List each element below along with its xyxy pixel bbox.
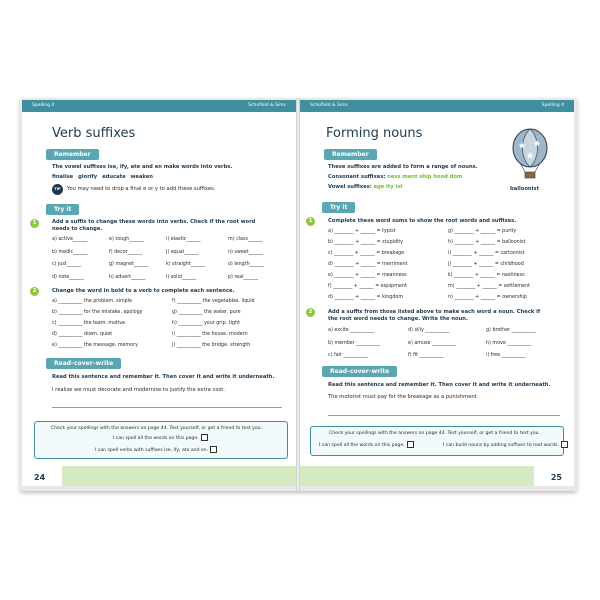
right-header-bar xyxy=(300,100,574,112)
remember-text: These suffixes are added to form a range of nouns. xyxy=(328,164,478,170)
writing-line[interactable] xyxy=(328,415,560,416)
word-sum[interactable]: b) ________ + ______ = stupidity xyxy=(328,240,404,245)
question-number: 1 xyxy=(30,219,39,228)
check-instruction: Check your spellings with the answers on page 44. Test yourself, or get a friend to test you. xyxy=(51,426,263,431)
word-sum[interactable]: e) ________ + ______ = meanness xyxy=(328,273,407,278)
example-word: finalise xyxy=(52,174,74,180)
answer-item[interactable]: k) straight______ xyxy=(166,262,206,267)
example-word: weaken xyxy=(130,174,153,180)
page-title: Forming nouns xyxy=(326,126,423,141)
answer-item[interactable]: g) magnet______ xyxy=(109,262,149,267)
remember-label: Remember xyxy=(46,149,99,160)
can-statement-text: I can spell all the words on this page. xyxy=(319,443,405,448)
consonant-suffixes xyxy=(328,174,462,181)
left-page xyxy=(22,100,296,486)
answer-item[interactable]: f) decor______ xyxy=(109,249,143,255)
word-sum[interactable]: k) ________ + ______ = nastiness xyxy=(448,273,525,278)
word-sum-items xyxy=(328,229,568,302)
answer-item[interactable]: j) __________ the bridge. strength xyxy=(172,343,251,348)
left-header-publisher: Schofield & Sims xyxy=(248,103,286,108)
word-sum[interactable]: m) ________ + ______ = settlement xyxy=(448,284,530,289)
answer-item[interactable]: f) __________ the vegetables. liquid xyxy=(172,299,255,304)
question-2-items xyxy=(328,328,568,360)
read-cover-write-label: Read–cover–write xyxy=(46,358,121,369)
answer-item[interactable]: p) real______ xyxy=(228,274,258,280)
can-statement xyxy=(113,434,208,442)
answer-item[interactable]: i) __________ the house. modern xyxy=(172,332,248,337)
question-1-instruction-cont: needs to change. xyxy=(52,226,103,232)
open-workbook xyxy=(20,98,577,491)
can-statement xyxy=(319,441,414,449)
answer-item[interactable]: j) equal______ xyxy=(166,249,199,255)
answer-item[interactable]: i) free __________ xyxy=(486,353,526,358)
word-sum[interactable]: a) ________ + ______ = typist xyxy=(328,229,396,234)
answer-item[interactable]: c) just______ xyxy=(52,262,82,267)
vowel-suffixes xyxy=(328,184,403,191)
can-statement xyxy=(443,441,568,449)
can-statement-text: I can spell verbs with suffixes ise, ify, ate and en. xyxy=(95,448,209,453)
answer-item[interactable]: c) __________ the team. motive xyxy=(52,321,126,326)
example-word: glorify xyxy=(78,174,98,180)
page-title: Verb suffixes xyxy=(52,126,136,141)
word-sum[interactable]: i) ________ + ______ = cartoonist xyxy=(448,251,525,256)
example-word: educate xyxy=(102,174,126,180)
question-1-instruction: Add a suffix to change these words into verbs. Check if the root word xyxy=(52,219,256,225)
footer-band xyxy=(62,466,296,486)
can-statement xyxy=(95,446,217,454)
question-2-instruction-cont: the root word needs to change. Write the noun. xyxy=(328,316,468,322)
answer-item[interactable]: a) excite __________ xyxy=(328,328,375,333)
checkbox[interactable] xyxy=(561,441,568,448)
remember-text: The vowel suffixes ise, ify, ate and en make words into verbs. xyxy=(52,164,233,170)
writing-line[interactable] xyxy=(52,407,282,408)
rcw-sentence: The motorist must pay for the breakage as a punishment. xyxy=(328,394,479,400)
answer-item[interactable]: l) solid______ xyxy=(166,274,197,280)
answer-item[interactable]: b) __________ for the mistake. apology xyxy=(52,310,143,315)
can-statement-text: I can build nouns by adding suffixes to root words. xyxy=(443,443,559,448)
hot-air-balloon-icon xyxy=(510,128,550,184)
word-sum[interactable]: g) ________ + ______ = purity xyxy=(448,229,517,234)
answer-item[interactable]: m) class______ xyxy=(228,237,263,242)
left-header-bar xyxy=(22,100,296,112)
can-statement-text: I can spell all the words on this page. xyxy=(113,436,199,441)
question-2-instruction: Change the word in bold to a verb to complete each sentence. xyxy=(52,288,235,294)
answer-item[interactable]: e) amuse __________ xyxy=(408,340,456,346)
word-sum[interactable]: d) ________ + ______ = merriment xyxy=(328,262,408,267)
self-check-box xyxy=(34,421,288,459)
self-check-box xyxy=(310,426,564,456)
page-number: 24 xyxy=(34,473,46,482)
answer-item[interactable]: e) __________ the message. memory xyxy=(52,343,138,348)
answer-item[interactable]: h) move __________ xyxy=(486,340,532,346)
answer-item[interactable]: h) __________ your grip. tight xyxy=(172,321,240,326)
answer-item[interactable]: b) medic______ xyxy=(52,249,88,255)
tip-icon: TIP xyxy=(52,184,63,195)
answer-item[interactable]: d) __________ down. quiet xyxy=(52,332,113,337)
answer-item[interactable]: c) fair __________ xyxy=(328,353,368,358)
answer-item[interactable]: g) brother __________ xyxy=(486,328,536,333)
answer-item[interactable]: b) member __________ xyxy=(328,340,381,346)
answer-item[interactable]: h) advert______ xyxy=(109,274,146,280)
try-it-label: Try it xyxy=(322,202,355,213)
left-header-series: Spelling 4 xyxy=(32,103,55,108)
rcw-instruction: Read this sentence and remember it. Then cover it and write it underneath. xyxy=(52,374,275,380)
try-it-label: Try it xyxy=(46,204,79,215)
right-page xyxy=(300,100,574,486)
question-2-items xyxy=(52,299,292,350)
consonant-label: Consonant suffixes: xyxy=(328,174,386,180)
right-header-series: Spelling 4 xyxy=(541,103,564,108)
right-header-publisher: Schofield & Sims xyxy=(310,103,348,108)
word-sum[interactable]: f) ________ + ______ = equipment xyxy=(328,284,407,289)
answer-item[interactable]: i) elastic______ xyxy=(166,237,201,242)
vowel-list: age ity ist xyxy=(373,184,403,190)
question-number: 1 xyxy=(306,217,315,226)
checkbox[interactable] xyxy=(210,446,217,453)
rcw-sentence: I realise we must decorate and modernise to justify the extra cost. xyxy=(52,387,225,393)
check-instruction: Check your spellings with the answers on page 44. Test yourself, or get a friend to test you. xyxy=(329,431,541,436)
tip-text: You may need to drop a final e or y to add these suffixes. xyxy=(67,186,216,192)
read-cover-write-label: Read–cover–write xyxy=(322,366,397,377)
word-sum[interactable]: n) ________ + ______ = ownership xyxy=(448,295,527,300)
question-number: 2 xyxy=(306,308,315,317)
consonant-list: ness ment ship hood dom xyxy=(387,174,463,180)
checkbox[interactable] xyxy=(201,434,208,441)
word-sum[interactable]: j) ________ + ______ = childhood xyxy=(448,262,524,267)
answer-item[interactable]: a) active______ xyxy=(52,237,88,242)
answer-item[interactable]: d) note______ xyxy=(52,274,84,280)
answer-item[interactable]: e) tough______ xyxy=(109,237,144,242)
answer-item[interactable]: o) length______ xyxy=(228,262,265,267)
rcw-instruction: Read this sentence and remember it. Then cover it and write it underneath. xyxy=(328,382,551,388)
word-sum[interactable]: h) ________ + ______ = balloonist xyxy=(448,240,526,245)
answer-item[interactable]: g) __________ the water. pure xyxy=(172,310,241,315)
footer-band xyxy=(300,466,534,486)
question-number: 2 xyxy=(30,287,39,296)
answer-item[interactable]: f) fit __________ xyxy=(408,353,444,358)
remember-label: Remember xyxy=(324,149,377,160)
question-1-instruction: Complete these word sums to show the root words and suffixes. xyxy=(328,218,517,224)
balloon-caption: balloonist xyxy=(510,186,539,192)
word-sum[interactable]: c) ________ + ______ = breakage xyxy=(328,251,405,256)
word-sum[interactable]: d) ________ + ______ = kingdom xyxy=(328,295,404,300)
checkbox[interactable] xyxy=(407,441,414,448)
question-1-items xyxy=(52,237,288,281)
answer-item[interactable]: n) sweet______ xyxy=(228,249,264,255)
answer-item[interactable]: a) __________ the problem. simple xyxy=(52,299,132,304)
question-2-instruction: Add a suffix from those listed above to make each word a noun. Check if xyxy=(328,309,541,315)
answer-item[interactable]: d) silly __________ xyxy=(408,328,450,333)
vowel-label: Vowel suffixes: xyxy=(328,184,372,190)
page-number: 25 xyxy=(550,473,562,482)
example-words xyxy=(52,174,153,181)
